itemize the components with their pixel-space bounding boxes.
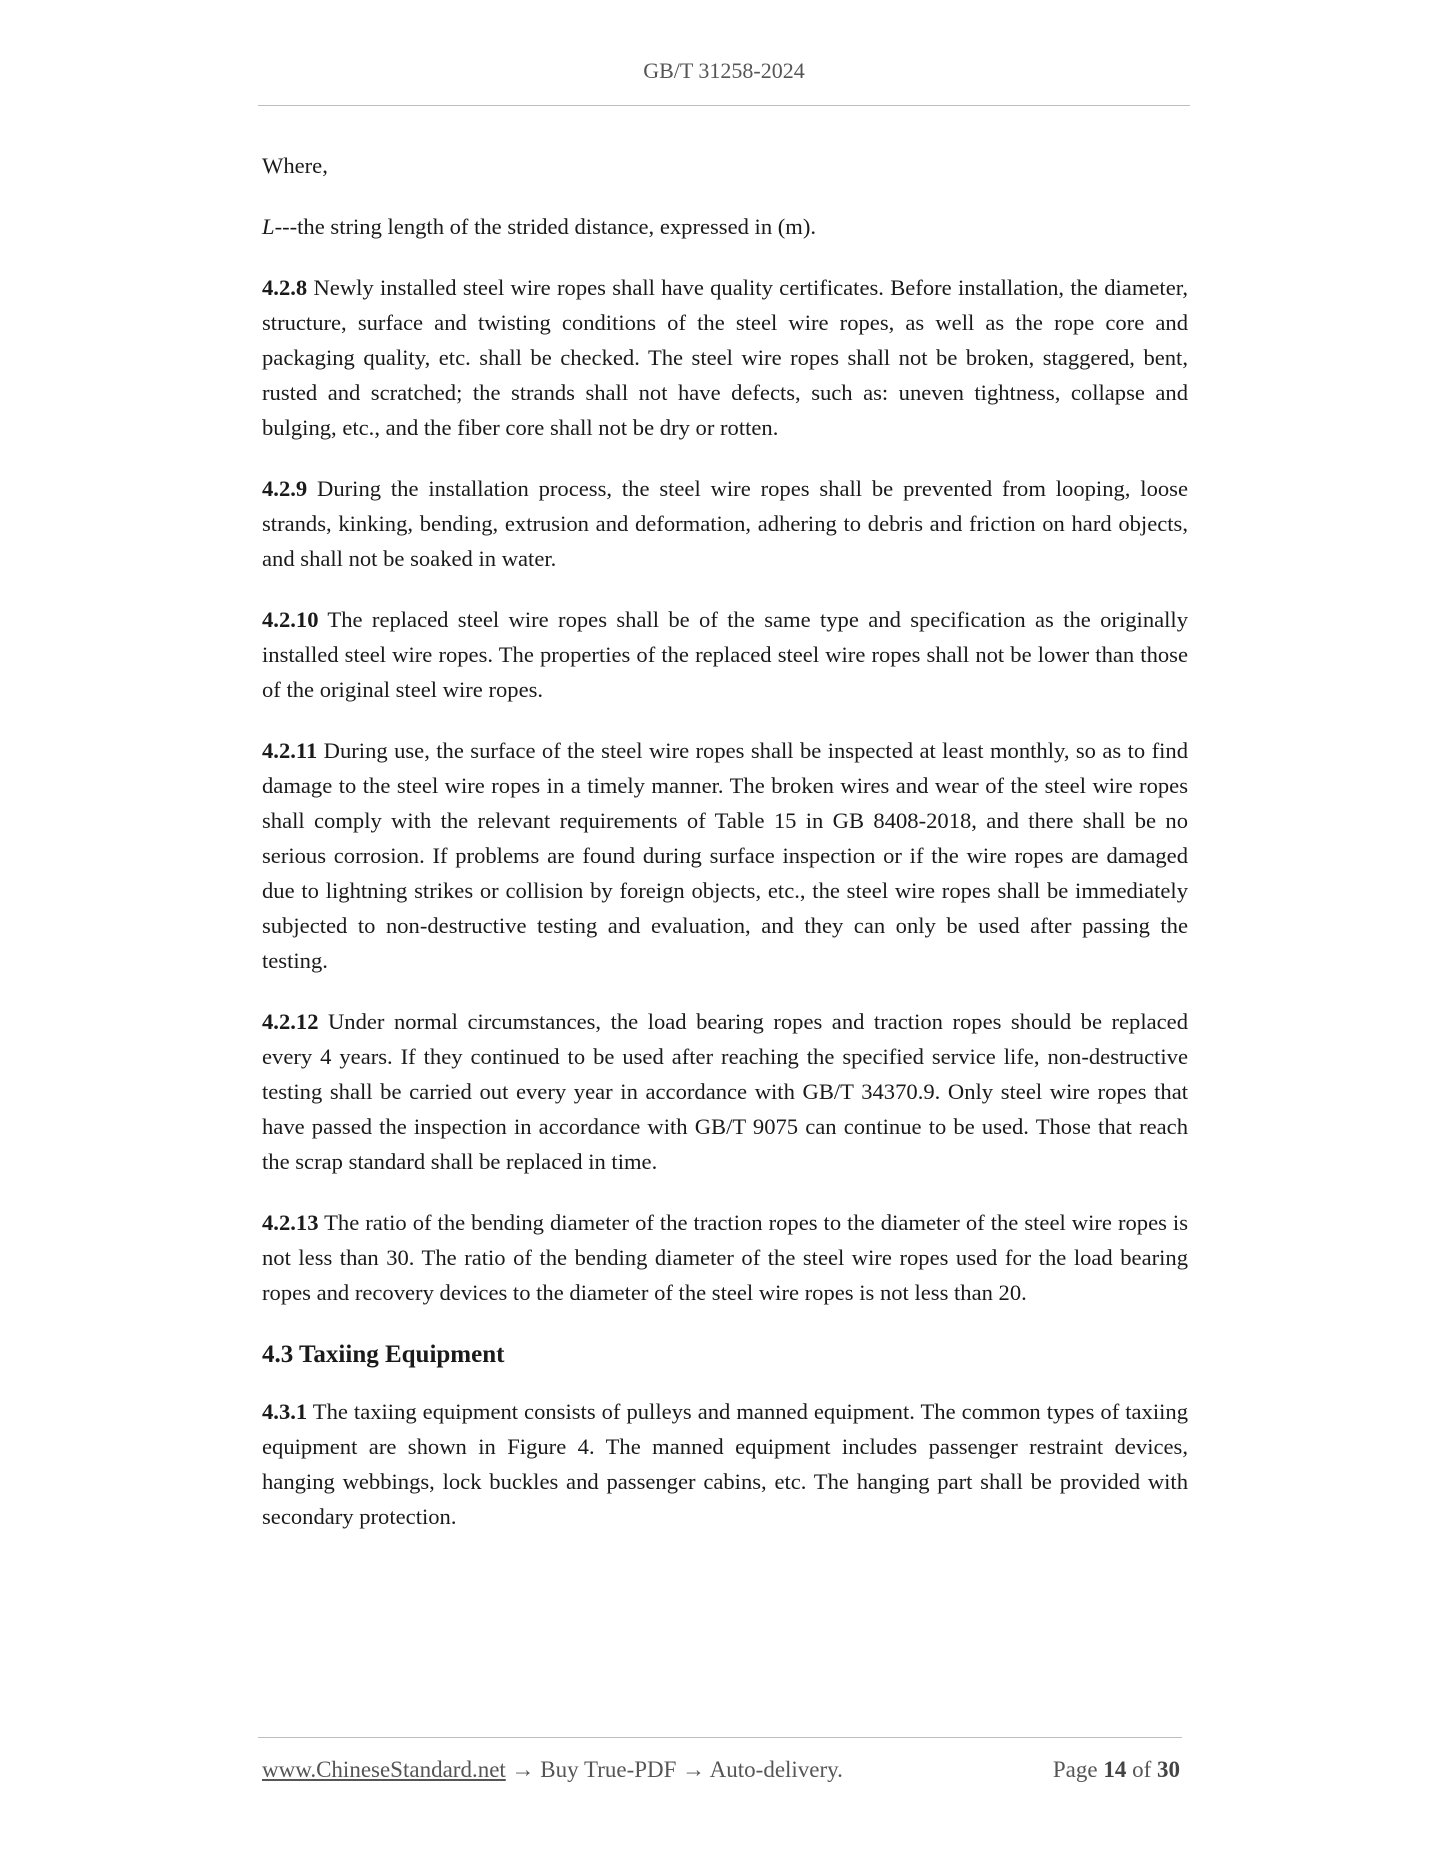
clause-text: The taxiing equipment consists of pulleys and manned equipment. The common types of taxiing equipment are shown in Figure 4. The manned equipment includes passenger restraint devices, hanging webbings, lock buckles and passenger cabins, etc. The hanging part shall be provided with secondary protection. bbox=[262, 1399, 1188, 1529]
page-indicator bbox=[1053, 1757, 1180, 1783]
where-line: Where, bbox=[262, 153, 328, 178]
variable-definition bbox=[262, 209, 1188, 244]
clause-number: 4.3.1 bbox=[262, 1399, 308, 1424]
footer-promo-text: → Buy True-PDF → Auto-delivery. bbox=[505, 1757, 843, 1782]
website-link[interactable]: www.ChineseStandard.net bbox=[262, 1757, 506, 1782]
page-total: 30 bbox=[1157, 1757, 1180, 1782]
footer-promo bbox=[262, 1757, 843, 1783]
page-of-label: of bbox=[1126, 1757, 1157, 1782]
document-body bbox=[262, 148, 1188, 1560]
clause-number: 4.2.12 bbox=[262, 1009, 319, 1034]
page-label: Page bbox=[1052, 1757, 1104, 1782]
clause-text: Newly installed steel wire ropes shall have quality certificates. Before installation, the diameter, structure, surface and twisting conditions of the steel wire ropes, as well as the rope core and packaging quality, etc. shall be checked. The steel wire ropes shall not be broken, staggered, bent, rusted and scratched; the strands shall not have defects, such as: uneven tightness, collapse and bulging, etc., and the fiber core shall not be dry or rotten. bbox=[262, 275, 1188, 440]
clause-4-2-11 bbox=[262, 733, 1188, 978]
variable-symbol: L bbox=[262, 214, 275, 239]
clause-4-2-13 bbox=[262, 1205, 1188, 1310]
clause-number: 4.2.13 bbox=[262, 1210, 319, 1235]
clause-4-2-8 bbox=[262, 270, 1188, 445]
footer-divider bbox=[258, 1737, 1182, 1738]
header-divider bbox=[258, 105, 1190, 106]
section-heading: 4.3 Taxiing Equipment bbox=[262, 1341, 505, 1368]
clause-4-2-12 bbox=[262, 1004, 1188, 1179]
clause-4-2-9 bbox=[262, 471, 1188, 576]
clause-4-2-10 bbox=[262, 602, 1188, 707]
clause-text: During the installation process, the steel wire ropes shall be prevented from looping, loose strands, kinking, bending, extrusion and deformation, adhering to debris and friction on hard objects, and shall not be soaked in water. bbox=[262, 476, 1188, 571]
clause-number: 4.2.11 bbox=[262, 738, 318, 763]
clause-text: The ratio of the bending diameter of the traction ropes to the diameter of the steel wire ropes is not less than 30. The ratio of the bending diameter of the steel wire ropes used for the load bearing ropes and recovery devices to the diameter of the steel wire ropes is not less than 20. bbox=[262, 1210, 1188, 1305]
clause-number: 4.2.8 bbox=[262, 275, 308, 300]
clause-number: 4.2.10 bbox=[262, 607, 319, 632]
clause-4-3-1 bbox=[262, 1394, 1188, 1534]
clause-text: The replaced steel wire ropes shall be of the same type and specification as the originally installed steel wire ropes. The properties of the replaced steel wire ropes shall not be lower than those of the original steel wire ropes. bbox=[262, 607, 1188, 702]
clause-text: Under normal circumstances, the load bearing ropes and traction ropes should be replaced every 4 years. If they continued to be used after reaching the specified service life, non-destructive testing shall be carried out every year in accordance with GB/T 34370.9. Only steel wire ropes that have passed the inspection in accordance with GB/T 9075 can continue to be used. Those that reach the scrap standard shall be replaced in time. bbox=[262, 1009, 1188, 1174]
variable-text: ---the string length of the strided distance, expressed in (m). bbox=[274, 214, 817, 239]
document-header: GB/T 31258-2024 bbox=[643, 58, 805, 83]
page-current: 14 bbox=[1103, 1757, 1127, 1782]
clause-text: During use, the surface of the steel wire ropes shall be inspected at least monthly, so as to find damage to the steel wire ropes in a timely manner. The broken wires and wear of the steel wire ropes shall comply with the relevant requirements of Table 15 in GB 8408-2018, and there shall be no serious corrosion. If problems are found during surface inspection or if the wire ropes are damaged due to lightning strikes or collision by foreign objects, etc., the steel wire ropes shall be immediately subjected to non-destructive testing and evaluation, and they can only be used after passing the testing. bbox=[262, 738, 1188, 973]
clause-number: 4.2.9 bbox=[262, 476, 308, 501]
